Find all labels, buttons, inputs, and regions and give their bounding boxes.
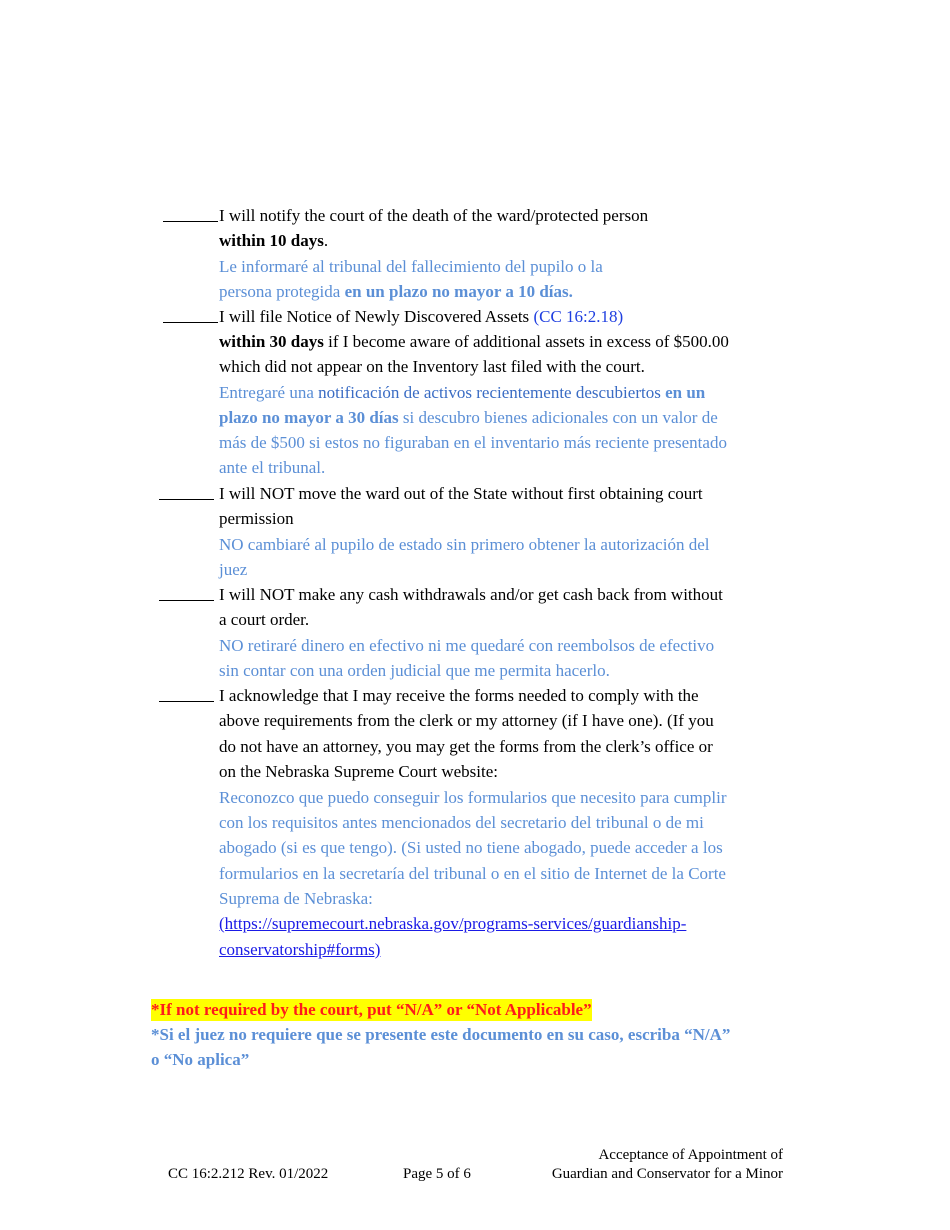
item-text: I will notify the court of the death of the ward/protected person [219,206,649,225]
initial-blank[interactable] [159,600,214,601]
item-text-es: más de $500 si estos no figuraban en el inventario más reciente presentado [219,433,727,452]
not-applicable-note: *If not required by the court, put “N/A” or “Not Applicable” [151,1000,592,1019]
item-text-es: plazo no mayor a 30 días si descubro bienes adicionales con un valor de [219,408,718,427]
item-text-es: NO cambiaré al pupilo de estado sin primero obtener la autorización del [219,535,710,554]
footer-page-number: Page 5 of 6 [403,1166,471,1182]
item-text: permission [219,509,294,528]
item-text: I will NOT move the ward out of the State without first obtaining court [219,484,703,503]
item-text: which did not appear on the Inventory last filed with the court. [219,357,645,376]
item-text-es: abogado (si es que tengo). (Si usted no tiene abogado, puede acceder a los [219,838,723,857]
item-text-es: NO retiraré dinero en efectivo ni me quedaré con reembolsos de efectivo [219,636,715,655]
not-applicable-note-es: o “No aplica” [151,1050,250,1069]
item-text-es: persona protegida en un plazo no mayor a 10 días. [219,282,573,301]
initial-blank[interactable] [163,221,218,222]
not-applicable-note-es: *Si el juez no requiere que se presente este documento en su caso, escriba “N/A” [151,1025,731,1044]
item-text-es: Entregaré una notificación de activos recientemente descubiertos en un [219,383,706,402]
footer-title: Guardian and Conservator for a Minor [551,1166,783,1182]
forms-website-link[interactable]: (https://supremecourt.nebraska.gov/programs-services/guardianship- [219,914,687,933]
item-text-es: con los requisitos antes mencionados del secretario del tribunal o de mi [219,813,704,832]
initial-blank[interactable] [163,322,218,323]
item-text: above requirements from the clerk or my attorney (if I have one). (If you [219,711,714,730]
rule-reference: (CC 16:2.18) [533,307,624,326]
item-text-es: Suprema de Nebraska: [219,889,373,908]
item-text: a court order. [219,610,310,629]
initial-blank[interactable] [159,499,214,500]
item-text-es: Reconozco que puedo conseguir los formularios que necesito para cumplir [219,788,727,807]
item-text: I will file Notice of Newly Discovered Assets (CC 16:2.18) [219,307,624,326]
initial-blank[interactable] [159,701,214,702]
item-text: I will NOT make any cash withdrawals and/or get cash back from without [219,585,723,604]
item-text: on the Nebraska Supreme Court website: [219,762,499,781]
item-text: within 30 days if I become aware of additional assets in excess of $500.00 [219,332,729,351]
item-text: do not have an attorney, you may get the forms from the clerk’s office or [219,737,713,756]
footer-title: Acceptance of Appointment of [598,1147,783,1163]
item-text-es: formularios en la secretaría del tribunal o en el sitio de Internet de la Corte [219,864,726,883]
item-text-es: Le informaré al tribunal del fallecimiento del pupilo o la [219,257,603,276]
item-text: within 10 days. [219,231,329,250]
item-text: I acknowledge that I may receive the forms needed to comply with the [219,686,699,705]
item-text-es: sin contar con una orden judicial que me permita hacerlo. [219,661,610,680]
item-text-es: juez [219,560,248,579]
forms-website-link[interactable]: conservatorship#forms) [219,940,381,959]
footer-form-id: CC 16:2.212 Rev. 01/2022 [168,1166,329,1182]
item-text-es: ante el tribunal. [219,458,326,477]
